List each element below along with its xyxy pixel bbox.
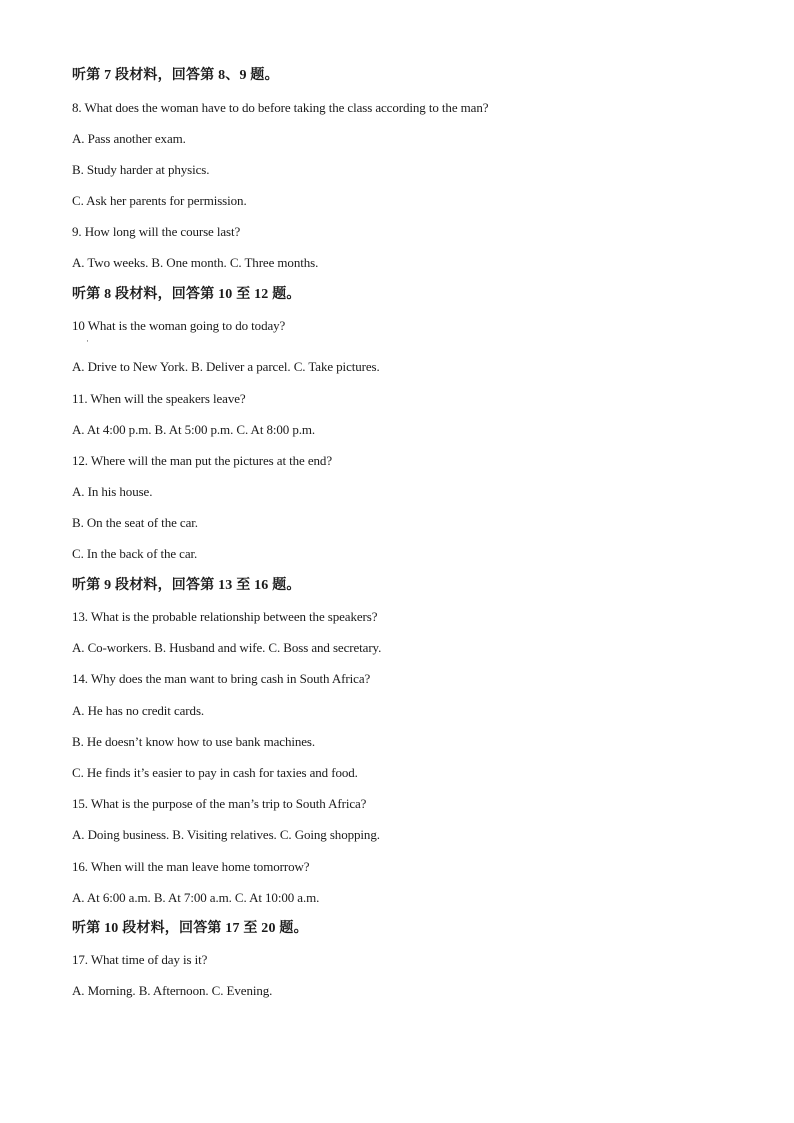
question-text: 15. What is the purpose of the man’s trip to South Africa? bbox=[72, 796, 367, 811]
question-text: 12. Where will the man put the pictures at the end? bbox=[72, 453, 332, 468]
answer-options-row: A. Morning. B. Afternoon. C. Evening. bbox=[72, 983, 273, 998]
section-heading: 听第 8 段材料，回答第 10 至 12 题。 bbox=[72, 287, 301, 302]
section-heading: 听第 7 段材料，回答第 8、9 题。 bbox=[72, 68, 279, 83]
answer-options-row: A. Doing business. B. Visiting relatives. C. Going shopping. bbox=[72, 827, 380, 842]
question-text: 16. When will the man leave home tomorrow? bbox=[72, 859, 310, 874]
section-heading: 听第 10 段材料，回答第 17 至 20 题。 bbox=[72, 921, 308, 936]
answer-options-row: A. Co-workers. B. Husband and wife. C. Boss and secretary. bbox=[72, 640, 382, 655]
answer-options-row: A. Two weeks. B. One month. C. Three months. bbox=[72, 255, 319, 270]
question-text: 9. How long will the course last? bbox=[72, 224, 241, 239]
answer-option: A. Pass another exam. bbox=[72, 131, 186, 146]
answer-option: B. He doesn’t know how to use bank machines. bbox=[72, 734, 316, 749]
answer-option: B. On the seat of the car. bbox=[72, 515, 198, 530]
question-text: 17. What time of day is it? bbox=[72, 952, 208, 967]
answer-options-row: A. At 4:00 p.m. B. At 5:00 p.m. C. At 8:00 p.m. bbox=[72, 422, 316, 437]
answer-option: C. Ask her parents for permission. bbox=[72, 193, 247, 208]
question-text: 14. Why does the man want to bring cash in South Africa? bbox=[72, 671, 371, 686]
stray-dot-mark: · bbox=[86, 336, 89, 346]
answer-option: A. In his house. bbox=[72, 484, 153, 499]
question-text: 11. When will the speakers leave? bbox=[72, 391, 246, 406]
answer-option: C. He finds it’s easier to pay in cash for taxies and food. bbox=[72, 765, 358, 780]
question-text: 8. What does the woman have to do before taking the class according to the man? bbox=[72, 100, 489, 115]
answer-options-row: A. Drive to New York. B. Deliver a parcel. C. Take pictures. bbox=[72, 359, 380, 374]
answer-options-row: A. At 6:00 a.m. B. At 7:00 a.m. C. At 10:00 a.m. bbox=[72, 890, 320, 905]
answer-option: C. In the back of the car. bbox=[72, 546, 198, 561]
question-text: 10 What is the woman going to do today? bbox=[72, 318, 286, 333]
answer-option: B. Study harder at physics. bbox=[72, 162, 210, 177]
section-heading: 听第 9 段材料，回答第 13 至 16 题。 bbox=[72, 578, 301, 593]
question-text: 13. What is the probable relationship between the speakers? bbox=[72, 609, 378, 624]
answer-option: A. He has no credit cards. bbox=[72, 703, 205, 718]
